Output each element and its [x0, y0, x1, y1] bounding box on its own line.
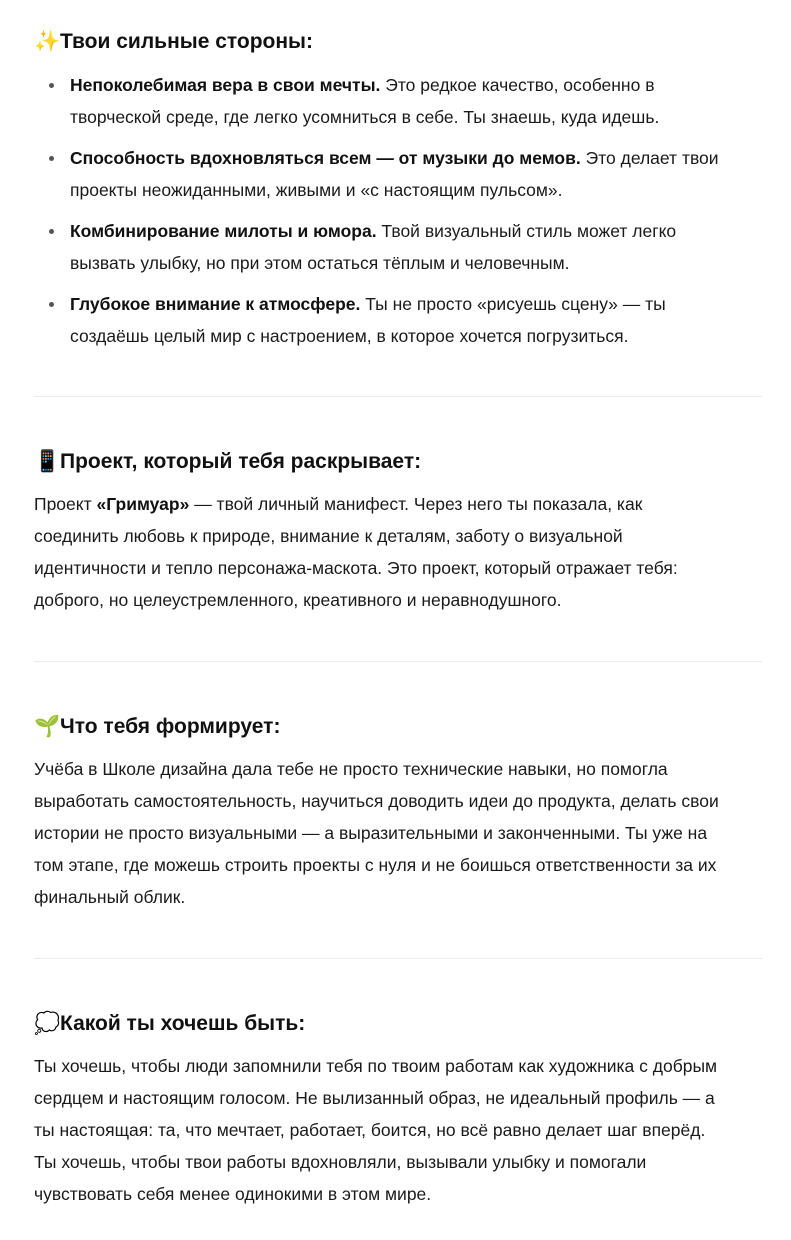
- project-paragraph: [34, 488, 762, 616]
- paragraph-text: финальный облик.: [34, 887, 186, 907]
- list-item: [34, 142, 762, 206]
- sparkles-icon: ✨: [34, 29, 61, 53]
- item-text: вызвать улыбку, но при этом остаться тёплым и человечным.: [70, 253, 570, 273]
- item-bold: Способность вдохновляться всем — от музыки до мемов.: [70, 148, 581, 168]
- strengths-title: Твои сильные стороны:: [60, 30, 313, 53]
- formation-title: Что тебя формирует:: [60, 715, 281, 738]
- item-bold: Непоколебимая вера в свои мечты.: [70, 75, 381, 95]
- formation-paragraph: [34, 753, 762, 913]
- item-text: Твой визуальный стиль может легко: [376, 221, 677, 241]
- project-name: «Гримуар»: [96, 494, 190, 514]
- aspiration-section: [34, 1008, 762, 1210]
- project-heading: [34, 446, 762, 476]
- paragraph-text: том этапе, где можешь строить проекты с нуля и не боишься ответственности за их: [34, 855, 717, 875]
- section-divider: [34, 958, 762, 959]
- project-section: [34, 446, 762, 616]
- paragraph-text: сердцем и настоящим голосом. Не вылизанный образ, не идеальный профиль — а: [34, 1088, 715, 1108]
- strengths-list: [34, 69, 762, 352]
- item-bold: Комбинирование милоты и юмора.: [70, 221, 377, 241]
- seedling-icon: 🌱: [34, 714, 61, 738]
- aspiration-paragraph: [34, 1050, 762, 1210]
- bullet-icon: [49, 156, 54, 161]
- section-divider: [34, 396, 762, 397]
- aspiration-title: Какой ты хочешь быть:: [60, 1012, 306, 1035]
- paragraph-text: соединить любовь к природе, внимание к деталям, заботу о визуальной: [34, 526, 623, 546]
- mobile-phone-icon: 📱: [34, 449, 61, 473]
- paragraph-text: идентичности и тепло персонажа-маскота. Это проект, который отражает тебя:: [34, 558, 678, 578]
- bullet-icon: [49, 83, 54, 88]
- paragraph-text: Ты хочешь, чтобы твои работы вдохновляли, вызывали улыбку и помогали: [34, 1152, 647, 1172]
- paragraph-text: Учёба в Школе дизайна дала тебе не просто технические навыки, но помогла: [34, 759, 668, 779]
- paragraph-text: выработать самостоятельность, научиться доводить идеи до продукта, делать свои: [34, 791, 719, 811]
- paragraph-text: истории не просто визуальными — а выразительными и законченными. Ты уже на: [34, 823, 708, 843]
- bullet-icon: [49, 229, 54, 234]
- item-text: Это редкое качество, особенно в: [380, 75, 655, 95]
- paragraph-text: ты настоящая: та, что мечтает, работает, боится, но всё равно делает шаг вперёд.: [34, 1120, 706, 1140]
- paragraph-text: доброго, но целеустремленного, креативного и неравнодушного.: [34, 590, 562, 610]
- formation-heading: [34, 711, 762, 741]
- strengths-section: [34, 26, 762, 361]
- paragraph-text: Проект: [34, 494, 97, 514]
- item-bold: Глубокое внимание к атмосфере.: [70, 294, 361, 314]
- paragraph-text: Ты хочешь, чтобы люди запомнили тебя по твоим работам как художника с добрым: [34, 1056, 718, 1076]
- item-text: Это делает твои: [580, 148, 719, 168]
- strengths-heading: [34, 26, 762, 56]
- item-text: Ты не просто «рисуешь сцену» — ты: [360, 294, 666, 314]
- item-text: проекты неожиданными, живыми и «с настоящим пульсом».: [70, 180, 563, 200]
- list-item: [34, 288, 762, 352]
- formation-section: [34, 711, 762, 913]
- aspiration-heading: [34, 1008, 762, 1038]
- list-item: [34, 215, 762, 279]
- paragraph-text: чувствовать себя менее одинокими в этом мире.: [34, 1184, 432, 1204]
- bullet-icon: [49, 302, 54, 307]
- paragraph-text: — твой личный манифест. Через него ты показала, как: [189, 494, 643, 514]
- thought-bubble-icon: 💭: [34, 1011, 61, 1035]
- project-title: Проект, который тебя раскрывает:: [60, 450, 422, 473]
- item-text: творческой среде, где легко усомниться в себе. Ты знаешь, куда идешь.: [70, 107, 660, 127]
- item-text: создаёшь целый мир с настроением, в которое хочется погрузиться.: [70, 326, 629, 346]
- section-divider: [34, 661, 762, 662]
- list-item: [34, 69, 762, 133]
